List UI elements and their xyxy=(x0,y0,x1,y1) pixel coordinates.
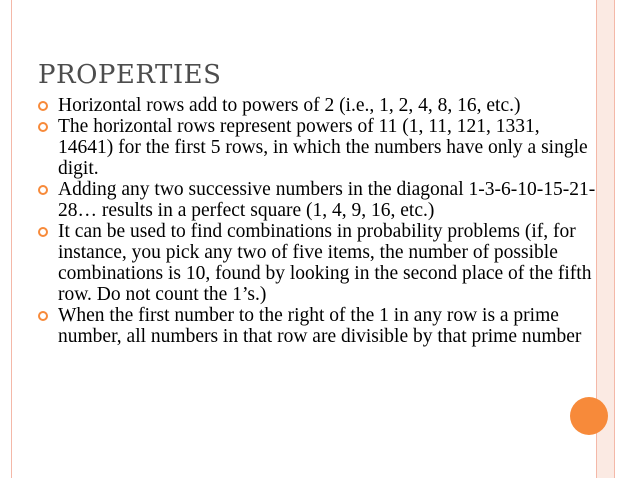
bullet-item-diagonal-squares xyxy=(38,179,598,221)
bullet-text: When the first number to the right of the 1 in any row is a prime number, all numbers in that row are divisible by that prime number xyxy=(58,305,582,347)
circle-bullet-icon xyxy=(38,311,48,321)
bullet-item-prime-divisibility xyxy=(38,305,598,347)
circle-bullet-icon xyxy=(38,185,48,195)
orange-circle-decoration xyxy=(570,397,608,435)
bullet-item-powers-of-11 xyxy=(38,116,598,179)
circle-bullet-icon xyxy=(38,101,48,111)
bullet-item-powers-of-2 xyxy=(38,95,598,116)
bullet-list xyxy=(38,95,598,347)
slide-title: PROPERTIES xyxy=(38,60,222,90)
bullet-text: The horizontal rows represent powers of 11 (1, 11, 121, 1331, 14641) for the first 5 rows, in which the numbers have only a single digit. xyxy=(58,116,588,179)
bullet-item-combinations xyxy=(38,221,598,305)
left-border-rule xyxy=(11,0,12,478)
bullet-text: It can be used to find combinations in probability problems (if, for instance, you pick any two of five items, the number of possible combinations is 10, found by looking in the second place of the fifth row. Do not count the 1’s.) xyxy=(58,221,592,305)
bullet-text: Horizontal rows add to powers of 2 (i.e., 1, 2, 4, 8, 16, etc.) xyxy=(58,95,521,116)
circle-bullet-icon xyxy=(38,227,48,237)
bullet-text: Adding any two successive numbers in the diagonal 1-3-6-10-15-21-28… results in a perfect square (1, 4, 9, 16, etc.) xyxy=(58,179,596,221)
circle-bullet-icon xyxy=(38,122,48,132)
